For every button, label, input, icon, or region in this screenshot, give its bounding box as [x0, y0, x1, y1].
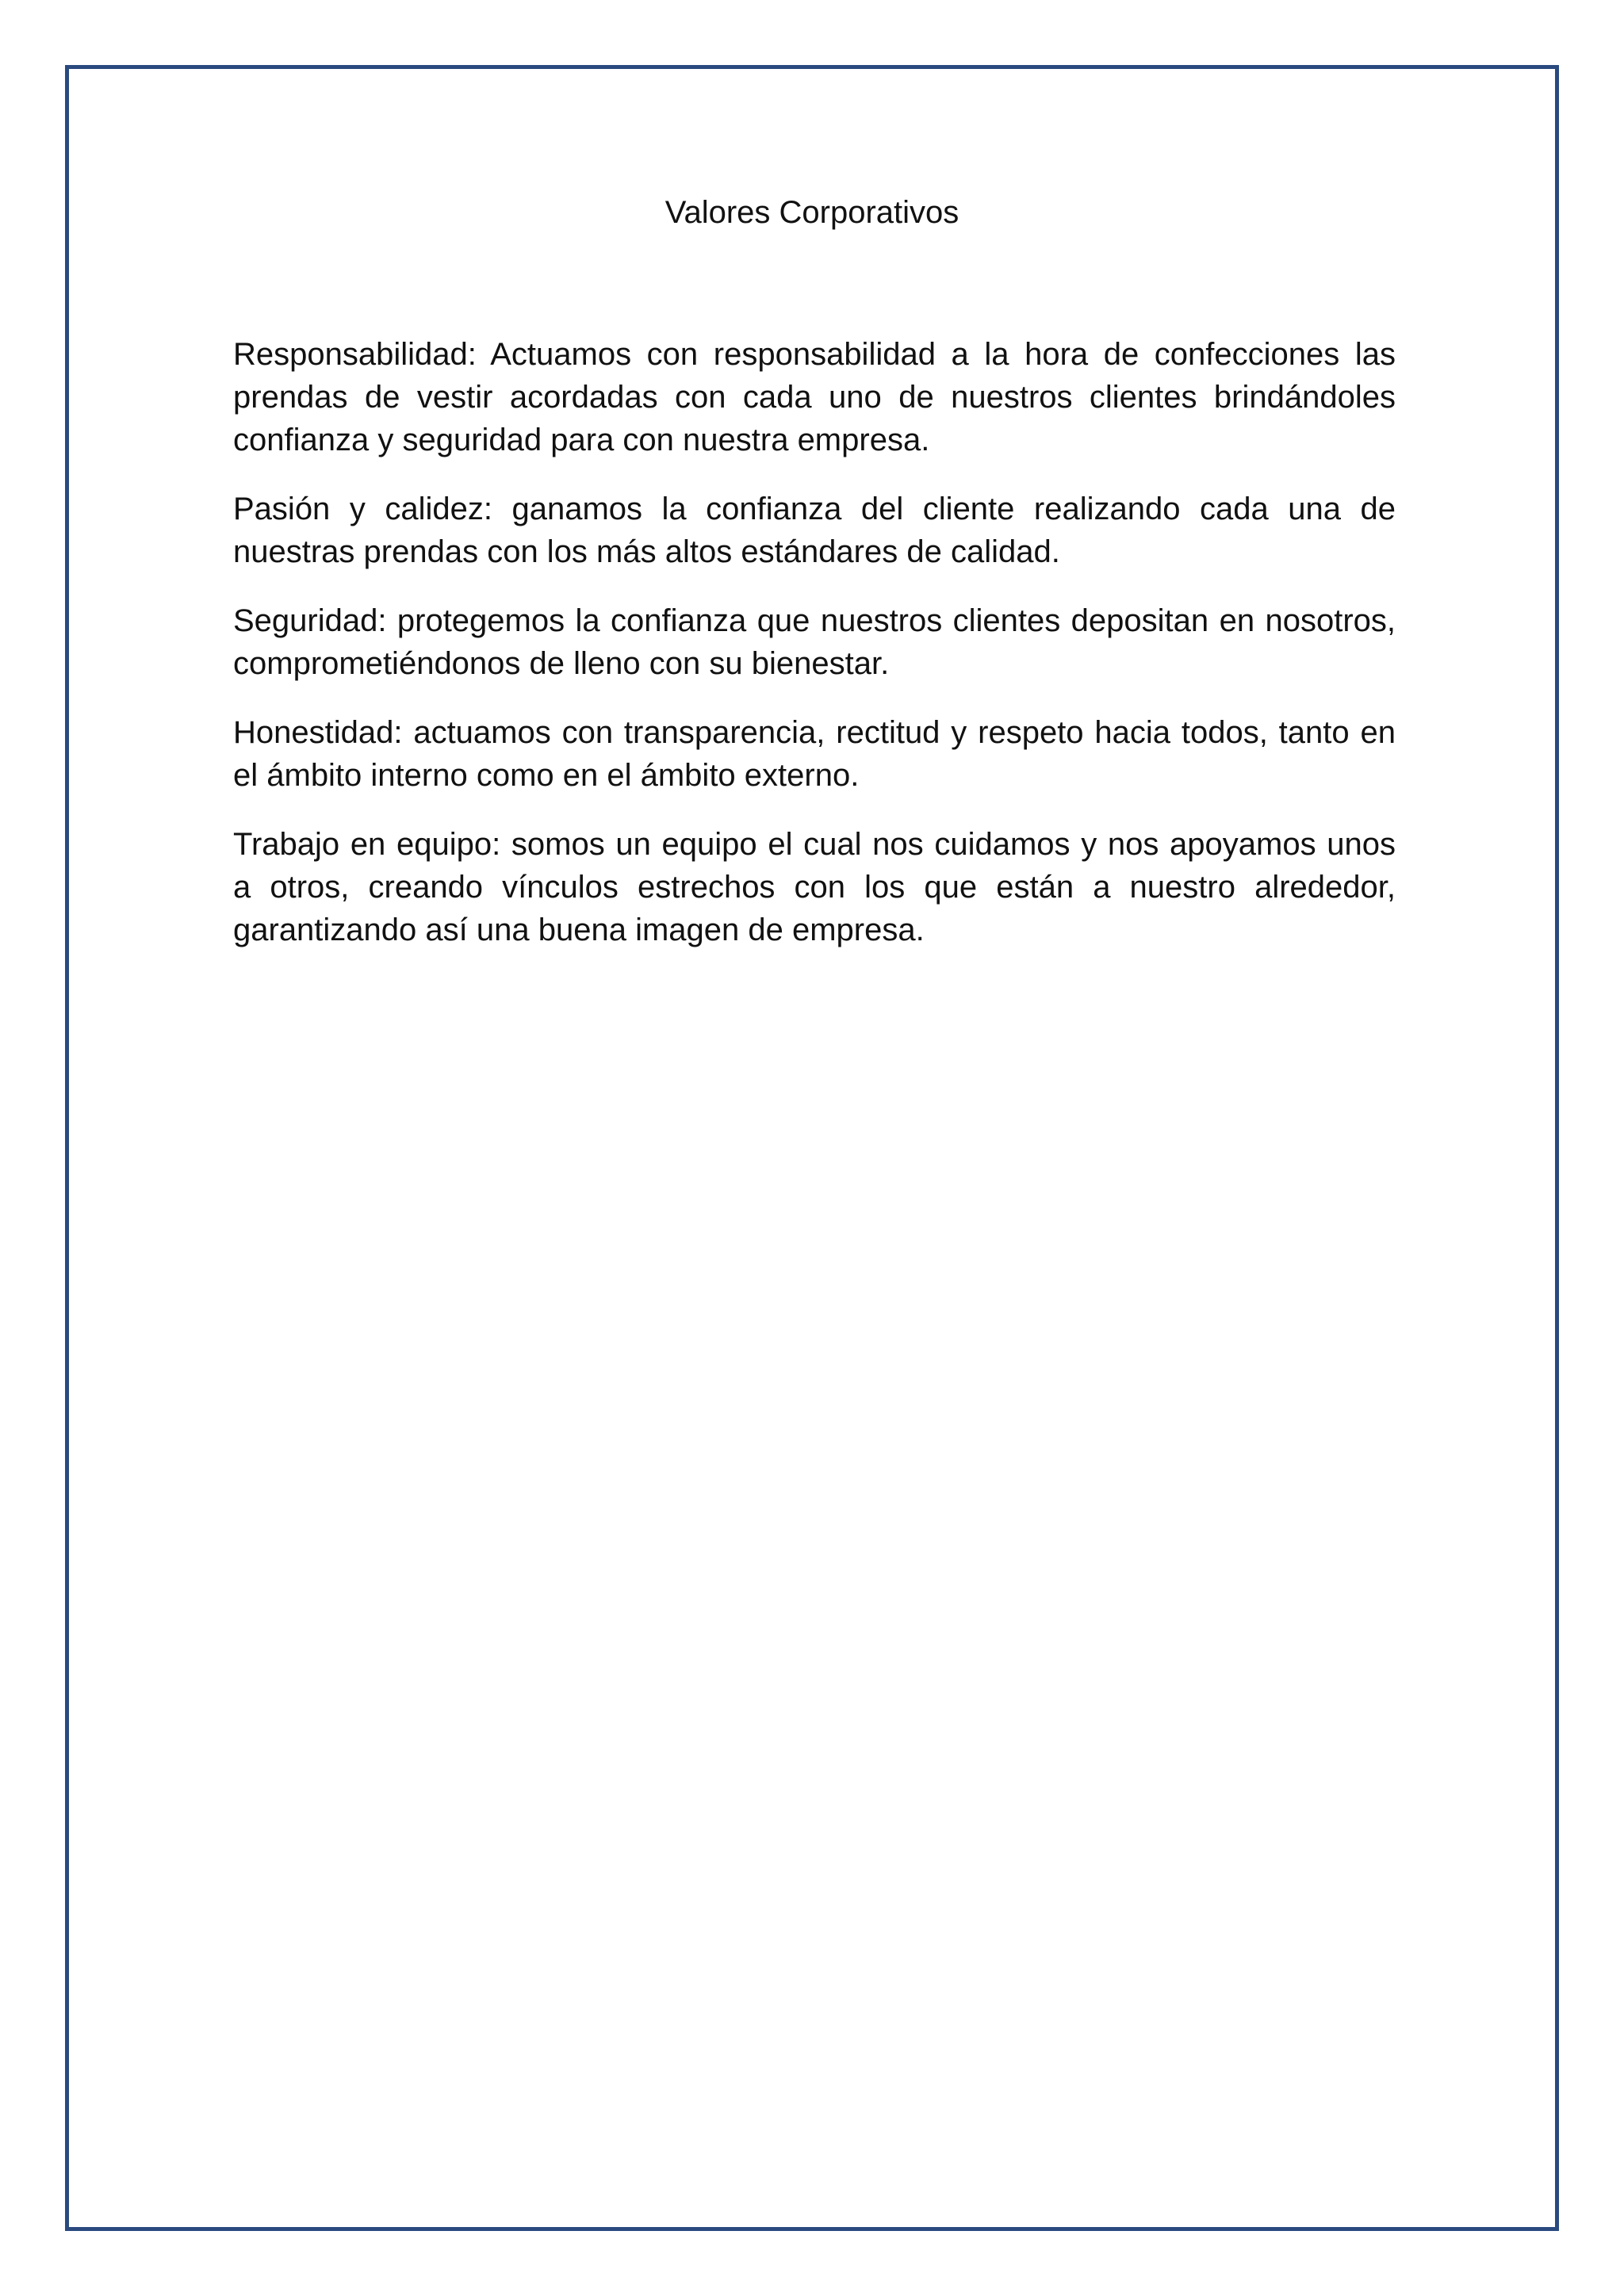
value-honestidad: Honestidad: actuamos con transparencia, rectitud y respeto hacia todos, tanto en el ámbito interno como en el ámbito externo. [233, 715, 1396, 793]
value-trabajo-en-equipo: Trabajo en equipo: somos un equipo el cual nos cuidamos y nos apoyamos unos a otros, creando vínculos estrechos con los que están a nuestro alrededor, garantizando así una buena imagen de empresa. [233, 827, 1396, 947]
document-title: Valores Corporativos [665, 195, 959, 230]
value-responsabilidad: Responsabilidad: Actuamos con responsabilidad a la hora de confecciones las prendas de vestir acordadas con cada uno de nuestros clientes brindándoles confianza y seguridad para con nuestra empresa. [233, 337, 1396, 457]
value-seguridad: Seguridad: protegemos la confianza que nuestros clientes depositan en nosotros, comprometiéndonos de lleno con su bienestar. [233, 603, 1396, 681]
document-body [233, 333, 1396, 978]
value-pasion-calidez: Pasión y calidez: ganamos la confianza del cliente realizando cada una de nuestras prendas con los más altos estándares de calidad. [233, 492, 1396, 569]
